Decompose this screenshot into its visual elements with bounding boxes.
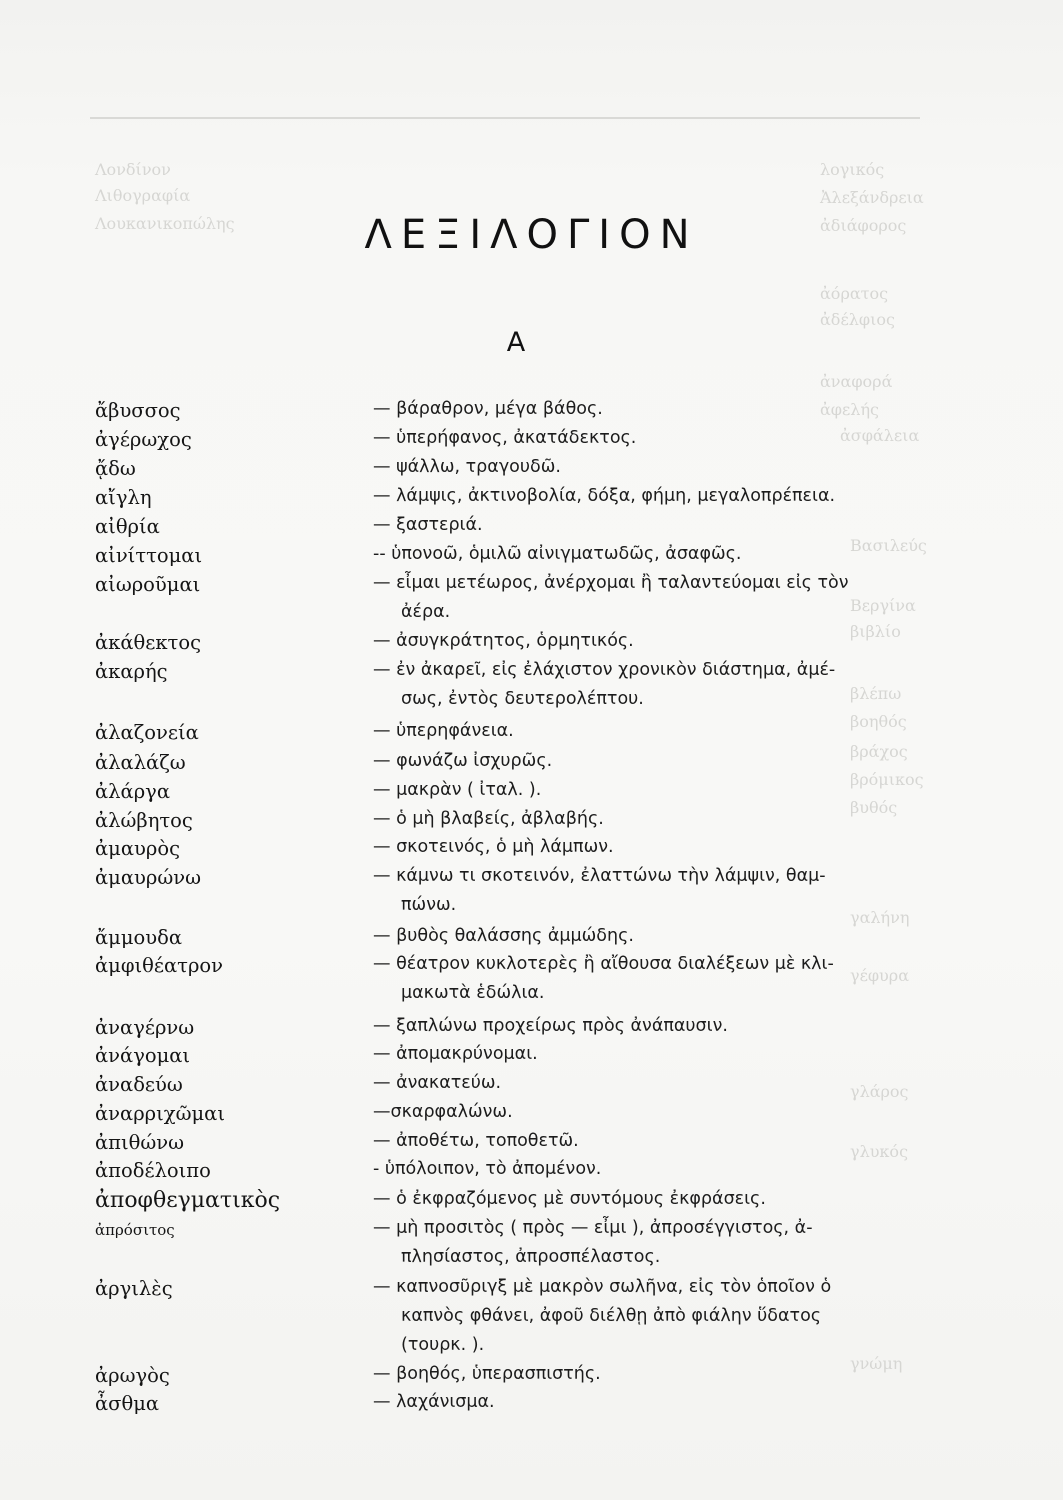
entry-definition (373, 656, 948, 714)
definition-line: — ξαπλώνω προχείρως πρὸς ἀνάπαυσιν. (373, 1016, 728, 1036)
definition-line: — λαχάνισμα. (373, 1392, 495, 1412)
entry-headword: ἀγέρωχος (95, 428, 192, 451)
entry-definition (373, 1127, 948, 1156)
bleed-through-text: γλυκός (850, 1142, 909, 1161)
entry-definition (373, 747, 948, 776)
definition-line: — ὁ μὴ βλαβείς, ἀβλαβής. (373, 809, 604, 829)
definition-line: — μὴ προσιτὸς ( πρὸς — εἶμι ), ἀπροσέγγιστος, ἀ- (373, 1218, 813, 1238)
definition-line: —σκαρφαλώνω. (373, 1102, 513, 1122)
entry-headword: ἀπιθώνω (95, 1131, 185, 1154)
definition-line: — σκοτεινός, ὁ μὴ λάμπων. (373, 837, 614, 857)
entry-headword: ᾄδω (95, 457, 136, 480)
entry-definition (373, 776, 948, 805)
definition-line: — βοηθός, ὑπερασπιστής. (373, 1364, 601, 1384)
definition-line: — μακρὰν ( ἰταλ. ). (373, 780, 542, 800)
bleed-through-text: βοηθός (850, 712, 907, 731)
definition-line: -- ὑπονοῶ, ὁμιλῶ αἰνιγματωδῶς, ἀσαφῶς. (373, 544, 742, 564)
entry-definition (373, 950, 948, 1008)
definition-line: — ἀσυγκράτητος, ὁρμητικός. (373, 631, 634, 651)
definition-line: — ὑπερήφανος, ἀκατάδεκτος. (373, 428, 637, 448)
entry-definition (373, 482, 948, 511)
bleed-through-text: ἀφελής (820, 400, 879, 419)
definition-line: — ὑπερηφάνεια. (373, 721, 514, 741)
definition-line: (τουρκ. ). (401, 1335, 485, 1355)
definition-line: — ἀνακατεύω. (373, 1073, 502, 1093)
definition-line: — ἐν ἀκαρεῖ, εἰς ἐλάχιστον χρονικὸν διάστημα, ἀμέ- (373, 660, 836, 680)
section-letter: Α (506, 327, 526, 358)
entry-definition (373, 1012, 948, 1041)
page-title: ΛΕΞΙΛΟΓΙΟΝ (364, 212, 699, 258)
bleed-through-text: λογικός (820, 160, 885, 179)
entry-definition (373, 1040, 948, 1069)
definition-line: πλησίαστος, ἀπροσπέλαστος. (401, 1247, 661, 1267)
entry-definition (373, 424, 948, 453)
entry-headword: ἀνάγομαι (95, 1044, 191, 1067)
definition-line: πώνω. (401, 895, 457, 915)
entry-definition (373, 717, 948, 746)
definition-line: καπνὸς φθάνει, ἀφοῦ διέλθῃ ἀπὸ φιάλην ὕδατος (401, 1306, 822, 1326)
entry-headword: ἀναδεύω (95, 1073, 183, 1096)
entry-headword: ἀναγέρνω (95, 1016, 195, 1039)
definition-line: — ἀποθέτω, τοποθετῶ. (373, 1131, 579, 1151)
bleed-through-text: γαλήνη (850, 908, 910, 927)
entry-definition (373, 1214, 948, 1272)
definition-line: — φωνάζω ἰσχυρῶς. (373, 751, 553, 771)
bleed-through-text: γνώμη (850, 1354, 903, 1373)
bleed-through-text: Λονδίνον (95, 160, 171, 179)
entry-headword: ἀμφιθέατρον (95, 954, 223, 977)
definition-line: — εἶμαι μετέωρος, ἀνέρχομαι ἢ ταλαντεύομαι εἰς τὸν (373, 573, 849, 593)
entry-definition (373, 922, 948, 951)
entry-definition (373, 1185, 948, 1214)
entry-headword: αἰθρία (95, 515, 160, 538)
bleed-through-text: ἀδέλφιος (820, 310, 895, 329)
entry-headword: αἰωροῦμαι (95, 573, 201, 596)
bleed-through-text: βυθός (850, 798, 898, 817)
definition-line: — κάμνω τι σκοτεινόν, ἐλαττώνω τὴν λάμψιν, θαμ- (373, 866, 826, 886)
bleed-through-text: βλέπω (850, 684, 902, 703)
entry-definition (373, 1098, 948, 1127)
entry-headword: ἀκάθεκτος (95, 631, 202, 654)
entry-definition (373, 1069, 948, 1098)
entry-definition (373, 395, 948, 424)
entry-definition (373, 627, 948, 656)
definition-line: — ὁ ἐκφραζόμενος μὲ συντόμους ἐκφράσεις. (373, 1189, 766, 1209)
entry-headword: ἀλάργα (95, 780, 170, 803)
entry-headword: ἀναρριχῶμαι (95, 1102, 225, 1125)
definition-line: — θέατρον κυκλοτερὲς ἢ αἴθουσα διαλέξεων μὲ κλι- (373, 954, 834, 974)
bleed-through-text: βράχος (850, 742, 908, 761)
definition-line: μακωτὰ ἑδώλια. (401, 983, 545, 1003)
definition-line: — ξαστεριά. (373, 515, 483, 535)
definition-line: — βυθὸς θαλάσσης ἀμμώδης. (373, 926, 634, 946)
bleed-through-text: Ἀλεξάνδρεια (820, 188, 924, 207)
bleed-through-text: γέφυρα (850, 966, 909, 985)
entry-definition (373, 453, 948, 482)
bleed-through-text: βρόμικος (850, 770, 924, 789)
entry-headword: ἀλώβητος (95, 809, 193, 832)
entry-headword: ἆσθμα (95, 1392, 160, 1415)
definition-line: σως, ἐντὸς δευτερολέπτου. (401, 689, 644, 709)
entry-definition (373, 1388, 948, 1417)
entry-headword: ἀρωγὸς (95, 1364, 170, 1387)
entry-headword: αἰνίττομαι (95, 544, 203, 567)
definition-line: — καπνοσῦριγξ μὲ μακρὸν σωλῆνα, εἰς τὸν ὁποῖον ὁ (373, 1277, 832, 1297)
definition-line: - ὑπόλοιπον, τὸ ἀπομένον. (373, 1159, 602, 1179)
entry-headword: ἀπρόσιτος (95, 1221, 175, 1239)
entry-definition (373, 862, 948, 920)
entry-definition (373, 569, 948, 627)
definition-line: — λάμψις, ἀκτινοβολία, δόξα, φήμη, μεγαλοπρέπεια. (373, 486, 836, 506)
entry-headword: αἴγλη (95, 486, 152, 509)
definition-line: — ψάλλω, τραγουδῶ. (373, 457, 561, 477)
bleed-through-text: γλάρος (850, 1082, 909, 1101)
bleed-through-text: Λιθογραφία (95, 186, 191, 205)
bleed-through-text: βιβλίο (850, 622, 901, 641)
bleed-through-text: ἀσφάλεια (840, 426, 920, 445)
entry-definition (373, 805, 948, 834)
bleed-through-text: Βεργίνα (850, 596, 916, 615)
bleed-through-text: Λουκανικοπώλης (95, 214, 235, 233)
entry-definition (373, 1155, 948, 1184)
definition-line: — βάραθρον, μέγα βάθος. (373, 399, 603, 419)
bleed-through-text: Βασιλεύς (850, 536, 927, 555)
entry-headword: ἀμαυρώνω (95, 866, 201, 889)
entry-headword: ἄμμουδα (95, 926, 183, 949)
bleed-through-text: ἀναφορά (820, 372, 893, 391)
entry-headword: ἀποφθεγματικὸς (95, 1188, 281, 1213)
bleed-through-text: ἀδιάφορος (820, 216, 907, 235)
entry-headword: ἀλαζονεία (95, 721, 199, 744)
entry-definition (373, 1360, 948, 1389)
entry-headword: ἀργιλὲς (95, 1277, 173, 1300)
entry-headword: ἀμαυρὸς (95, 837, 180, 860)
definition-line: — ἀπομακρύνομαι. (373, 1044, 538, 1064)
bleed-through-text: ἀόρατος (820, 284, 889, 303)
entry-headword: ἄβυσσος (95, 399, 181, 422)
entry-headword: ἀποδέλοιπο (95, 1159, 211, 1182)
entry-headword: ἀλαλάζω (95, 751, 186, 774)
entry-definition (373, 833, 948, 862)
entry-definition (373, 1273, 948, 1360)
entry-definition (373, 540, 948, 569)
definition-line: ἀέρα. (401, 602, 451, 622)
entry-headword: ἀκαρής (95, 660, 168, 683)
entry-definition (373, 511, 948, 540)
